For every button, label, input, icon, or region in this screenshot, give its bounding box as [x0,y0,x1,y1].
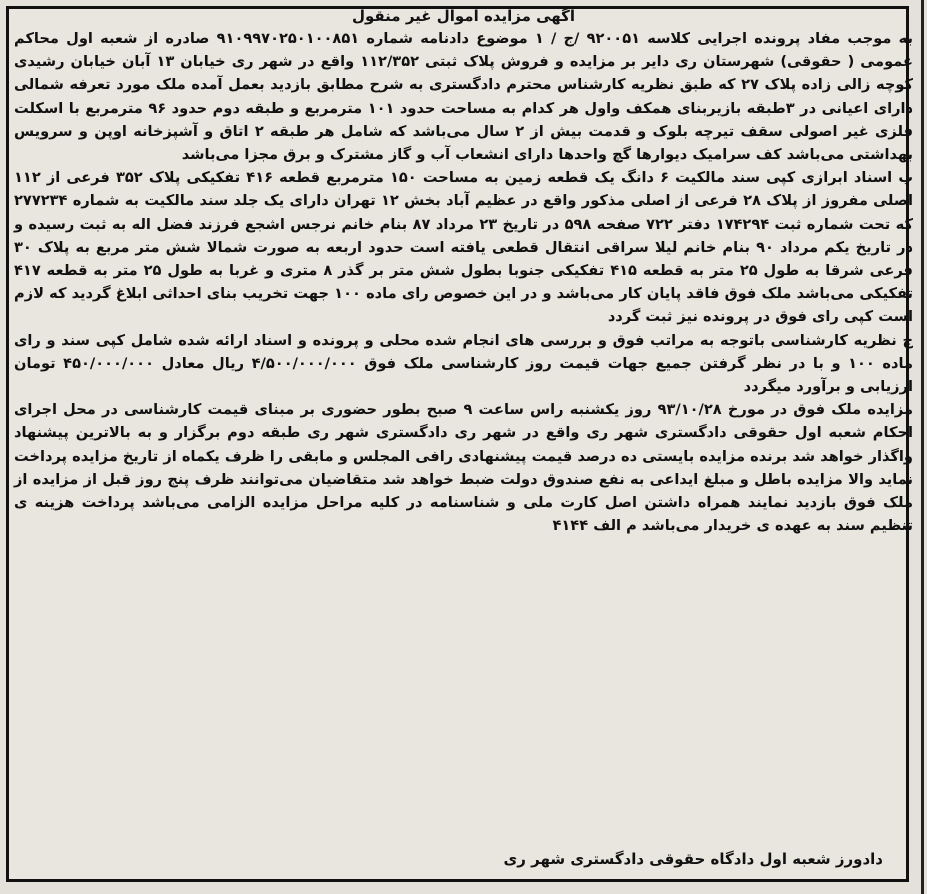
paragraph-property-description: به موجب مفاد پرونده اجرایی کلاسه ۹۲۰۰۵۱ /ج / ۱ موضوع دادنامه شماره ۹۱۰۹۹۷۰۲۵۰۱۰۰۸۵۱ صادره از شعبه اول محاکم عمومی ( حقوقی) شهرستان ری دایر بر مزایده و فروش پلاک ثبتی ۱۱۲/۳۵۲ واقع در شهر ری خیابان ۱۳ آبان خیابان رشیدی کوچه زالی زاده پلاک ۲۷ که طبق نظریه کارشناس محترم دادگستری به شرح مطابق بازدید بعمل آمده ملک مورد تعرفه شمالی دارای اعیانی در ۳طبقه بازیربنای همکف واول هر کدام به مساحت حدود ۱۰۱ مترمربع و طبقه دوم حدود ۹۶ مترمربع با اسکلت فلزی غیر اصولی سقف تیرچه بلوک و قدمت بیش از ۲ سال می‌باشد که شامل هر طبقه ۲ اتاق و آشپزخانه اوپن و سرویس بهداشتی می‌باشد کف سرامیک دیوارها گچ واحدها دارای انشعاب آب و گاز مشترک و برق مجزا می‌باشد [14,30,914,164]
auction-notice [14,6,913,886]
paragraph-expert-valuation: ج نظریه کارشناسی باتوجه به مراتب فوق و بررسی های انجام شده محلی و پرونده و اسناد ارائه شده شامل کپی سند و رای ماده ۱۰۰ و با در نظر گرفتن جمیع جهات قیمت روز کارشناسی ملک فوق ۴/۵۰۰/۰۰۰/۰۰۰ ریال معادل ۴۵۰/۰۰۰/۰۰۰ تومان ارزیابی و برآورد میگردد [14,331,914,396]
paragraph-auction-terms: مزایده ملک فوق در مورخ ۹۳/۱۰/۲۸ روز یکشنبه راس ساعت ۹ صبح بطور حضوری بر مبنای قیمت کارشناسی در محل اجرای احکام شعبه اول حقوقی دادگستری شهر ری واقع در شهر ری دادگستری شهر ری طبقه دوم برگزار و به بالاترین پیشنهاد واگذار خواهد شد برنده مزایده بایستی ده درصد قیمت پیشنهادی رافی المجلس و مابقی را ظرف یکماه از تاریخ مزایده پرداخت نماید والا مزایده باطل و مبلغ ایداعی به نفع صندوق دولت ضبط خواهد شد متقاضیان می‌توانند ظرف پنج روز قبل از مزایده از ملک فوق بازدید نمایند همراه داشتن اصل کارت ملی و شناسنامه در کلیه مراحل مزایده الزامی می‌باشد پرداخت هزینه ی تنظیم سند به عهده ی خریدار می‌باشد م الف ۴۱۴۴ [14,401,914,535]
notice-title: آگهی مزایده اموال غیر منقول [351,7,576,25]
column-rule [921,0,924,894]
paragraph-deed-details: ب اسناد ابرازی کپی سند مالکیت ۶ دانگ یک قطعه زمین به مساحت ۱۵۰ مترمربع قطعه ۴۱۶ تفکیکی پلاک ۳۵۲ فرعی از ۱۱۲ اصلی مفروز از پلاک ۲۸ فرعی از اصلی مذکور واقع در عظیم آباد بخش ۱۲ تهران دارای یک جلد سند مالکیت به شماره ۲۷۷۲۳۴ که تحت شماره ثبت ۱۷۴۲۹۴ دفتر ۷۲۲ صفحه ۵۹۸ در تاریخ ۲۳ مرداد ۸۷ بنام خانم نرجس اشجع فرزند فضل اله به ثبت رسیده و در تاریخ یکم مرداد ۹۰ بنام خانم لیلا سراقی انتقال قطعی یافته است حدود اربعه به صورت شمالا شش متر مربع به پلاک ۳۰ فرعی شرقا به طول ۲۵ متر به قطعه ۴۱۵ تفکیکی جنوبا بطول شش متر بر گذر ۸ متری و غربا به طول ۲۵ متر به قطعه ۴۱۷ تفکیکی می‌باشد ملک فوق فاقد پایان کار می‌باشد و در این خصوص رای ماده ۱۰۰ جهت تخریب بنای احداثی ابلاغ گردید که لازم است کپی رای فوق در پرونده نیز ثبت گردد [14,169,913,326]
notice-signature: دادورز شعبه اول دادگاه حقوقی دادگستری شهر ری [503,850,883,868]
